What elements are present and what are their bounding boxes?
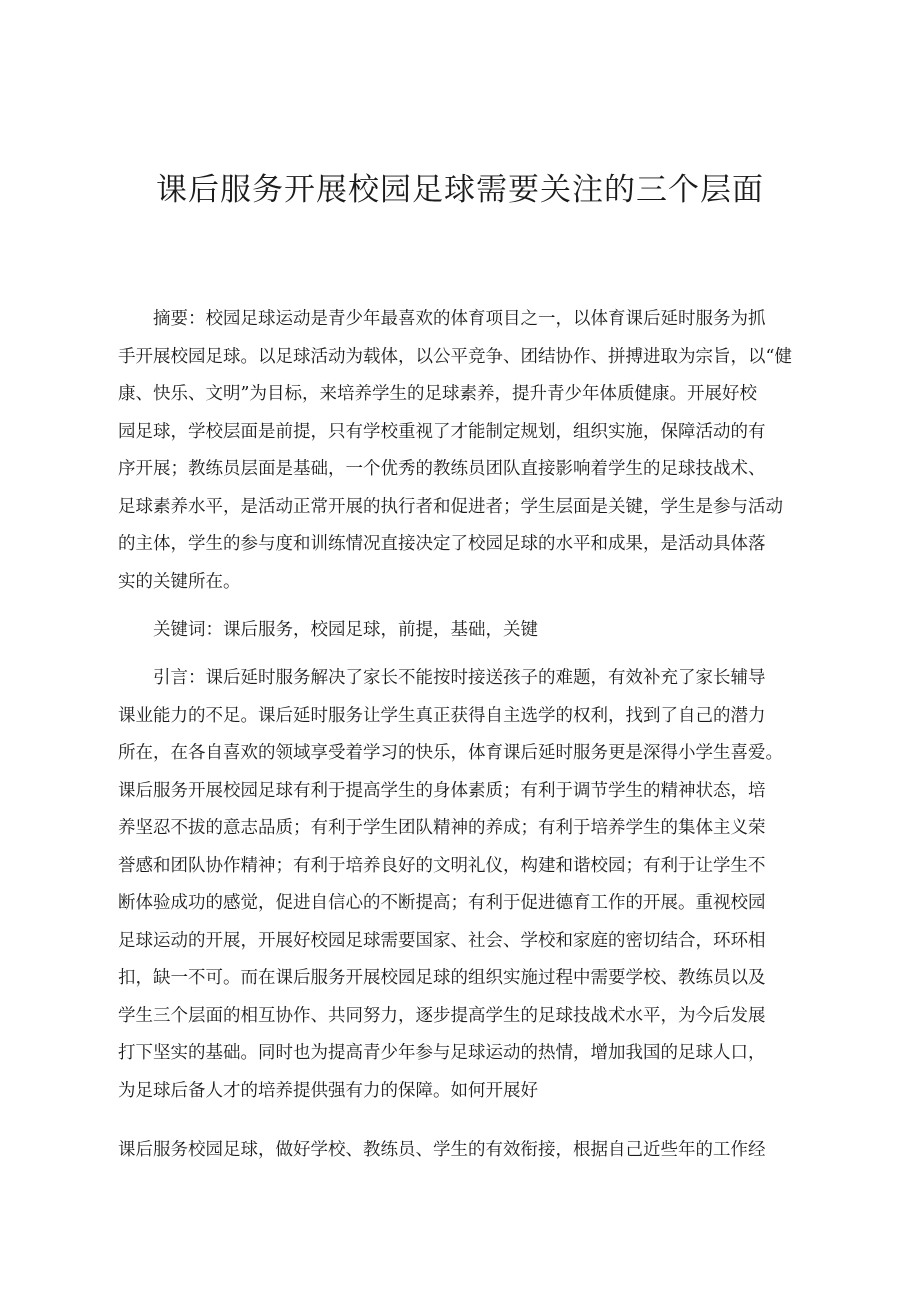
intro-line: 断体验成功的感觉，促进自信心的不断提高；有利于促进德育工作的开展。重视校园 — [118, 893, 766, 913]
intro-line: 誉感和团队协作精神；有利于培养良好的文明礼仪，构建和谐校园；有利于让学生不 — [118, 855, 766, 876]
intro-line: 课业能力的不足。课后延时服务让学生真正获得自主选学的权利，找到了自己的潜力 — [118, 705, 766, 726]
intro-line: 打下坚实的基础。同时也为提高青少年参与足球运动的热情，增加我国的足球人口， — [118, 1043, 766, 1063]
abstract-line: 实的关键所在。 — [118, 571, 241, 592]
intro-line: 所在，在各自喜欢的领域享受着学习的快乐，体育课后延时服务更是深得小学生喜爱。 — [118, 743, 783, 763]
intro-line: 养坚忍不拔的意志品质；有利于学生团队精神的养成；有利于培养学生的集体主义荣 — [118, 818, 766, 838]
abstract-line: 园足球，学校层面是前提，只有学校重视了才能制定规划，组织实施，保障活动的有 — [118, 421, 766, 442]
abstract-line: 足球素养水平，是活动正常开展的执行者和促进者；学生层面是关键，学生是参与活动 — [118, 496, 783, 517]
abstract-line: 手开展校园足球。以足球活动为载体，以公平竞争、团结协作、拼搏进取为宗旨，以“健 — [118, 346, 792, 367]
abstract-line: 康、快乐、文明”为目标，来培养学生的足球素养，提升青少年体质健康。开展好校 — [118, 384, 757, 404]
keywords-line: 关键词：课后服务，校园足球，前提，基础，关键 — [153, 620, 538, 640]
intro-line: 学生三个层面的相互协作、共同努力，逐步提高学生的足球技战术水平，为今后发展 — [118, 1005, 766, 1026]
abstract-line: 的主体，学生的参与度和训练情况直接决定了校园足球的水平和成果，是活动具体落 — [118, 534, 766, 554]
intro-line: 为足球后备人才的培养提供强有力的保障。如何开展好 — [118, 1080, 538, 1101]
abstract-line: 序开展；教练员层面是基础，一个优秀的教练员团队直接影响着学生的足球技战术、 — [118, 459, 766, 479]
intro-paragraph — [118, 660, 802, 1110]
abstract-line: 摘要：校园足球运动是青少年最喜欢的体育项目之一，以体育课后延时服务为抓 — [153, 309, 766, 329]
document-title: 课后服务开展校园足球需要关注的三个层面 — [156, 172, 764, 208]
intro-line: 引言：课后延时服务解决了家长不能按时接送孩子的难题，有效补充了家长辅导 — [153, 668, 766, 688]
continuation-line: 课后服务校园足球，做好学校、教练员、学生的有效衔接，根据自己近些年的工作经 — [118, 1140, 766, 1160]
intro-line: 足球运动的开展，开展好校园足球需要国家、社会、学校和家庭的密切结合，环环相 — [118, 930, 766, 951]
intro-line: 扣，缺一不可。而在课后服务开展校园足球的组织实施过程中需要学校、教练员以及 — [118, 968, 766, 988]
intro-line: 课后服务开展校园足球有利于提高学生的身体素质；有利于调节学生的精神状态，培 — [118, 780, 766, 801]
abstract-paragraph — [118, 301, 802, 601]
